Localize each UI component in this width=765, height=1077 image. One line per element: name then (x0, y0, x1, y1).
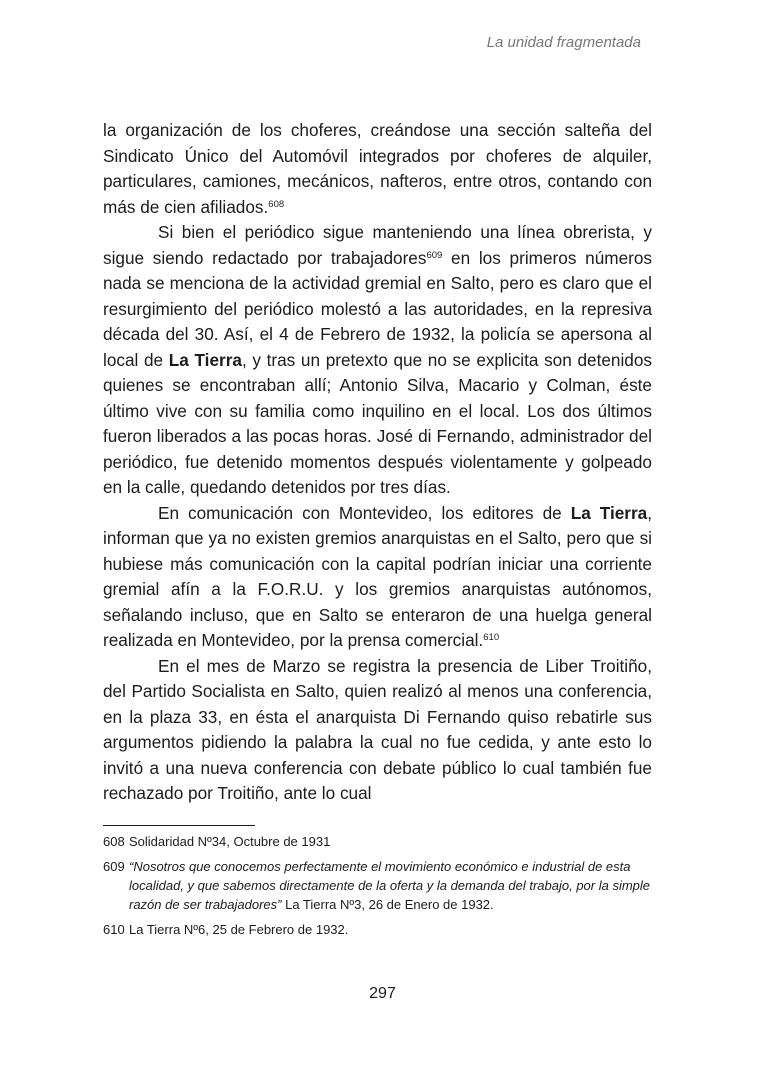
footnote-610 (103, 920, 652, 939)
footnote-number: 610 (103, 922, 125, 937)
footnote-source: La Tierra Nº3, 26 de Enero de 1932. (281, 897, 494, 912)
paragraph-2-text-b: en los primeros números nada se menciona de la actividad gremial en Salto, pero es claro que el resurgimiento del periódico molestó a las autoridades, en la represiva década del 30. Así, el 4 de Febrero de 1932, la policía se apersona al local de (103, 247, 652, 370)
footnote-text: La Tierra Nº6, 25 de Febrero de 1932. (129, 922, 349, 937)
paragraph-3-text-a: En comunicación con Montevideo, los editores de (158, 502, 571, 523)
paragraph-3 (103, 501, 652, 654)
paragraph-4-text: En el mes de Marzo se registra la presencia de Liber Troitiño, del Partido Socialista en Salto, quien realizó al menos una conferencia, en la plaza 33, en ésta el anarquista Di Fernando quiso rebatirle sus argumentos pidiendo la palabra la cual no fue cedida, y ante esto lo invitó a una nueva conferencia con debate público lo cual también fue rechazado por Troitiño, ante lo cual (103, 655, 652, 803)
paragraph-4 (103, 654, 652, 807)
paragraph-2 (103, 220, 652, 501)
page-number: 297 (369, 985, 396, 1002)
footnote-number: 609 (103, 859, 125, 874)
newspaper-title-la-tierra: La Tierra (570, 502, 648, 523)
paragraph-1-text: la organización de los choferes, creándose una sección salteña del Sindicato Único del Automóvil integrados por choferes de alquiler, particulares, camiones, mecánicos, nafteros, entre otros, contando con más de cien afiliados. (103, 120, 652, 217)
paragraph-1 (103, 118, 652, 220)
footnote-ref-610[interactable]: 610 (483, 632, 500, 643)
footnote-quote: “Nosotros que conocemos perfectamente el movimiento económico e industrial de esta localidad, y que sabemos directamente de la oferta y la demanda del trabajo, por la simple razón de ser trabajadores” (129, 859, 651, 912)
footnote-separator (103, 825, 255, 826)
running-header: La unidad fragmentada (486, 34, 641, 51)
paragraph-2-text-a: Si bien el periódico sigue manteniendo una línea obrerista, y sigue siendo redactado por trabajadores (103, 222, 652, 268)
footnotes (103, 832, 652, 945)
footnote-608 (103, 832, 652, 851)
paragraph-2-text-c: , y tras un pretexto que no se explicita son detenidos quienes se encontraban allí; Antonio Silva, Macario y Colman, éste último vive con su familia como inquilino en el local. Los dos últimos fueron liberados a las pocas horas. José di Fernando, administrador del periódico, fue detenido momentos después violentamente y golpeado en la calle, quedando detenidos por tres días. (103, 349, 652, 497)
newspaper-title-la-tierra: La Tierra (168, 349, 242, 370)
footnote-ref-608[interactable]: 608 (268, 198, 285, 210)
footnote-text: Solidaridad Nº34, Octubre de 1931 (129, 834, 331, 849)
footnote-ref-609[interactable]: 609 (426, 249, 443, 261)
paragraph-3-text-b: , informan que ya no existen gremios anarquistas en el Salto, pero que si hubiese más comunicación con la capital podrían iniciar una corriente gremial afín a la F.O.R.U. y los gremios anarquistas autónomos, señalando incluso, que en Salto se enteraron de una huelga general realizada en Montevideo, por la prensa comercial. (103, 502, 653, 650)
footnote-609 (103, 857, 652, 914)
main-text (103, 118, 652, 807)
footnote-number: 608 (103, 834, 125, 849)
footnote-text (129, 857, 652, 914)
